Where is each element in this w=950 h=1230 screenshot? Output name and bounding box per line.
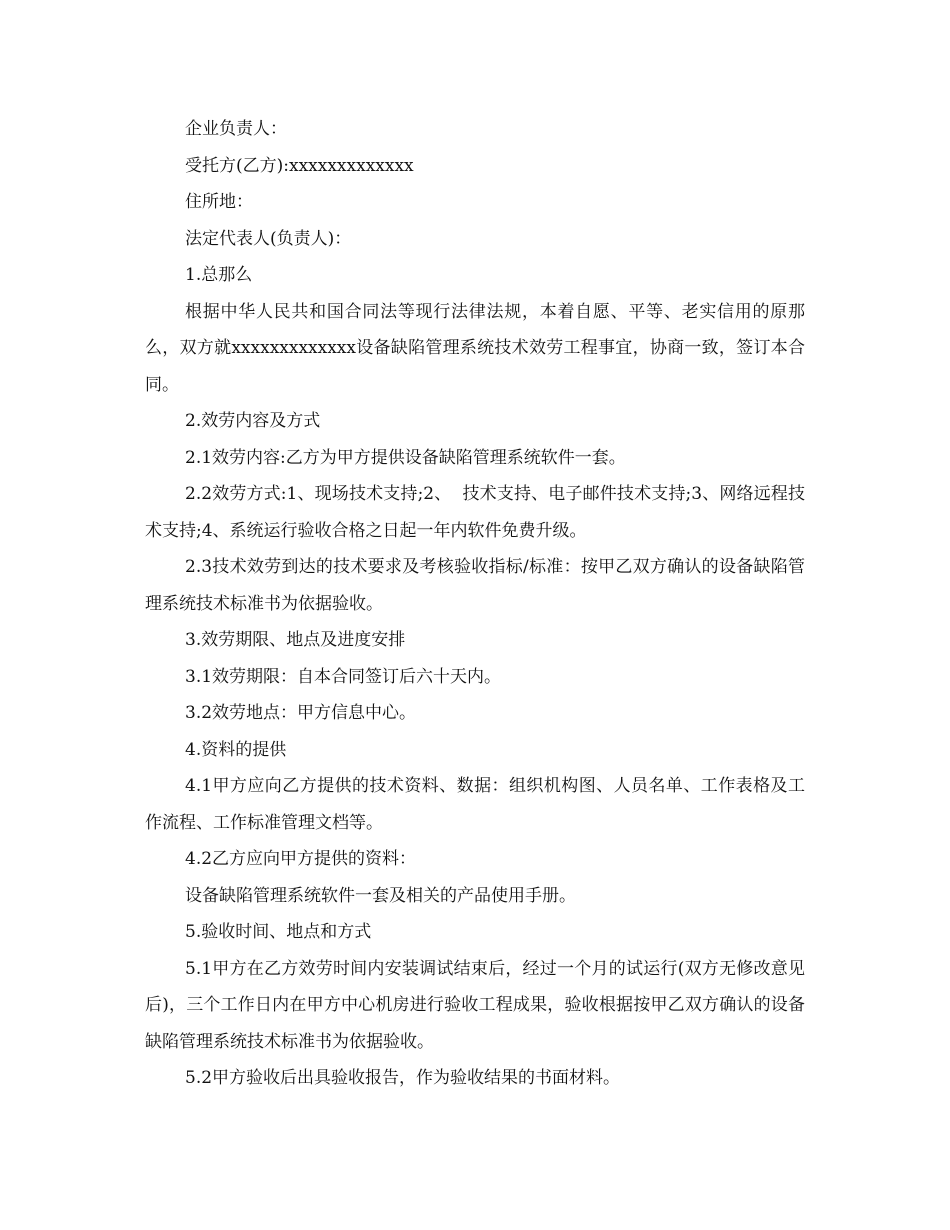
paragraph-general-terms: 根据中华人民共和国合同法等现行法律法规，本着自愿、平等、老实信用的原那么，双方就xxxxxxxxxxxxx设备缺陷管理系统技术效劳工程事宜，协商一致，签订本合同。 [145,301,805,395]
section-heading-3: 3.效劳期限、地点及进度安排 [185,630,406,650]
section-heading-4: 4.资料的提供 [185,739,287,760]
contract-body [145,111,805,1097]
section-heading-1: 1.总那么 [185,265,253,285]
clause-2-3: 2.3技术效劳到达的技术要求及考核验收指标/标准：按甲乙双方确认的设备缺陷管理系统技术标准书为依据验收。 [145,557,805,614]
clause-3-2: 3.2效劳地点：甲方信息中心。 [185,703,417,723]
field-legal-representative: 法定代表人(负责人)： [185,228,352,249]
clause-4-2-detail: 设备缺陷管理系统软件一套及相关的产品使用手册。 [185,885,576,906]
clause-5-2: 5.2甲方验收后出具验收报告，作为验收结果的书面材料。 [185,1068,621,1088]
clause-2-1: 2.1效劳内容:乙方为甲方提供设备缺陷管理系统软件一套。 [185,447,626,468]
clause-5-1: 5.1甲方在乙方效劳时间内安装调试结束后，经过一个月的试运行(双方无修改意见后)，三个工作日内在甲方中心机房进行验收工程成果，验收根据按甲乙双方确认的设备缺陷管理系统技术标准书为依据验收。 [145,958,805,1052]
field-enterprise-head: 企业负责人： [185,119,287,139]
field-address: 住所地： [185,192,253,212]
section-heading-2: 2.效劳内容及方式 [185,411,321,431]
clause-3-1: 3.1效劳期限：自本合同签订后六十天内。 [185,666,502,687]
clause-4-2: 4.2乙方应向甲方提供的资料： [185,849,417,869]
clause-4-1: 4.1甲方应向乙方提供的技术资料、数据：组织机构图、人员名单、工作表格及工作流程、工作标准管理文档等。 [145,776,805,833]
section-heading-5: 5.验收时间、地点和方式 [185,922,372,942]
clause-2-2: 2.2效劳方式:1、现场技术支持;2、 技术支持、电子邮件技术支持;3、网络远程技术支持;4、系统运行验收合格之日起一年内软件免费升级。 [145,484,805,541]
field-trustee-party-b: 受托方(乙方):xxxxxxxxxxxxx [185,155,414,176]
